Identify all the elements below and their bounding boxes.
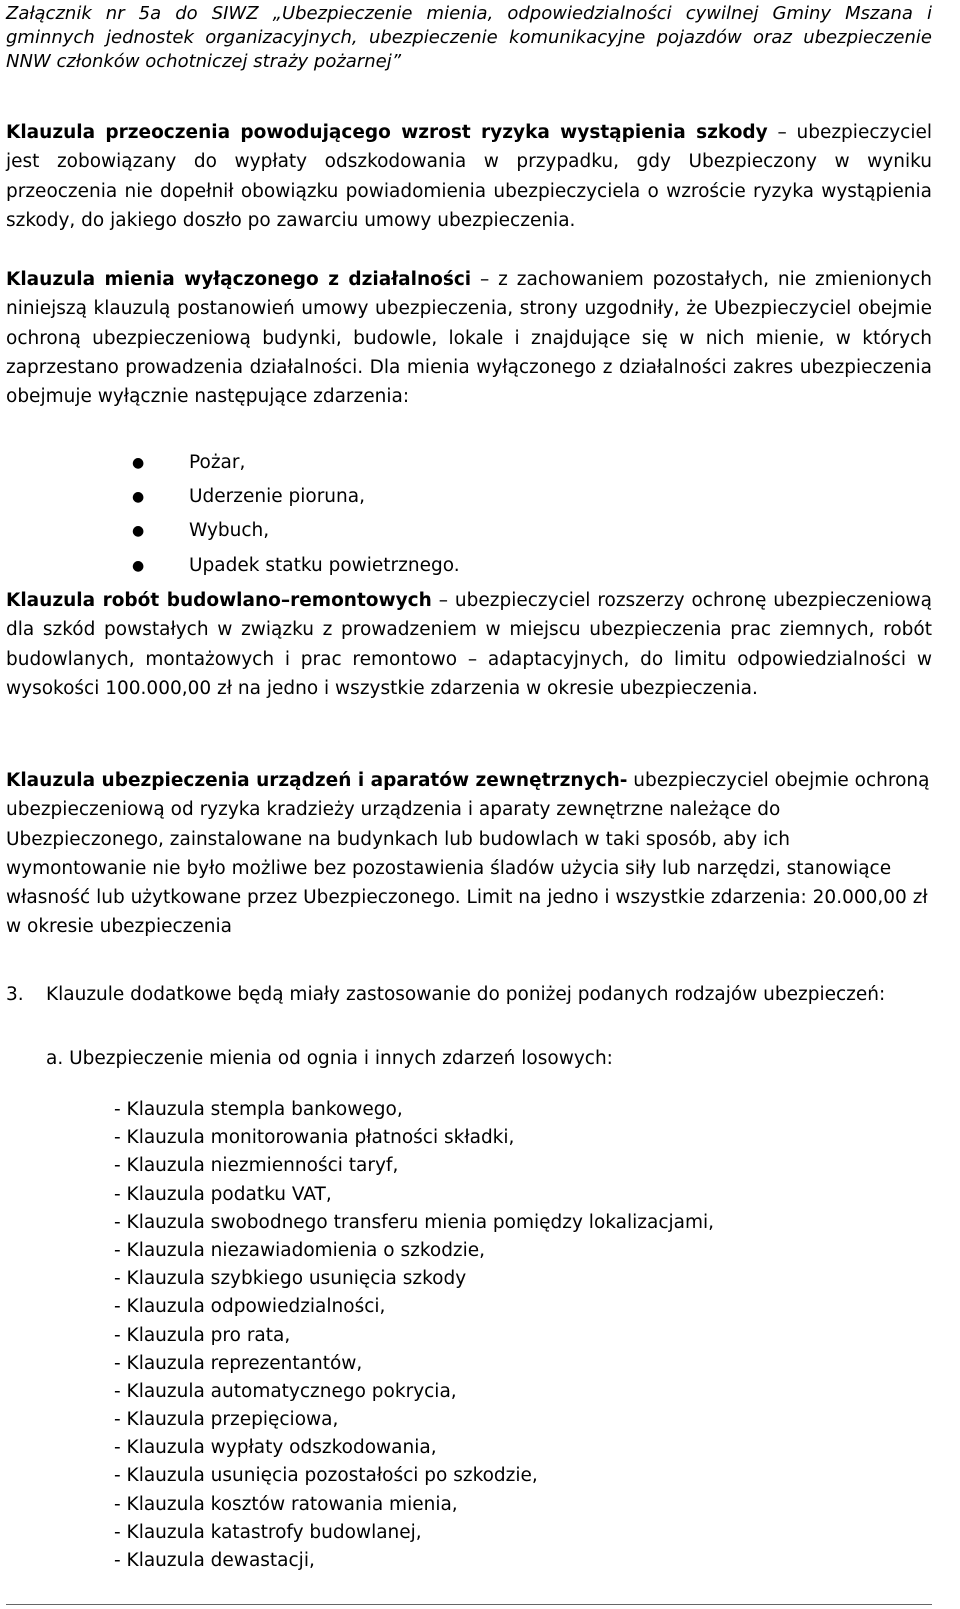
clause-external-devices-body: ubezpieczyciel obejmie ochroną ubezpieczeniową od ryzyka kradzieży urządzenia i aparaty zewnętrzne należące do Ubezpieczonego, zainstalowane na budynkach lub budowlach w taki sposób, aby ich wymontowanie nie było możliwe bez pozostawienia śladów użycia siły lub narzędzi, stanowiące własność lub użytkowane przez Ubezpieczonego. Limit na jedno i wszystkie zdarzenia: 20.000,00 zł w okresie ubezpieczenia — [6, 770, 930, 938]
clause-construction-works-body: – ubezpieczyciel rozszerzy ochronę ubezpieczeniową dla szkód powstałych w związku z prowadzeniem w miejscu ubezpieczenia prac ziemnych, robót budowlanych, montażowych i prac remontowo – adaptacyjnych, do limitu odpowiedzialności w wysokości 100.000,00 zł na jedno i wszystkie zdarzenia w okresie ubezpieczenia. — [6, 590, 933, 699]
list-item: - Klauzula wypłaty odszkodowania, — [114, 1437, 437, 1459]
section-number: 3. — [6, 984, 24, 1005]
list-item: - Klauzula niezawiadomienia o szkodzie, — [114, 1239, 486, 1261]
clause-excluded-property-body: – z zachowaniem pozostałych, nie zmienionych niniejszą klauzulą postanowień umowy ubezpieczenia, strony uzgodniły, że Ubezpieczyciel obejmie ochroną ubezpieczeniową budynki, budowle, lokale i znajdujące się w nich mienie, w których zaprzestano prowadzenia działalności. Dla mienia wyłączonego z działalności zakres ubezpieczenia obejmuje wyłącznie następujące zdarzenia: — [6, 269, 932, 408]
list-item: - Klauzula szybkiego usunięcia szkody — [114, 1268, 467, 1290]
attachment-header: Załącznik nr 5a do SIWZ „Ubezpieczenie mienia, odpowiedzialności cywilnej Gminy Mszana i gminnych jednostek organizacyjnych, ubezpieczenie komunikacyjne pojazdów oraz ubezpieczenie NNW członków ochotniczej straży pożarnej” — [6, 3, 932, 72]
bullet-icon: ● — [132, 558, 145, 574]
list-item: - Klauzula przepięciowa, — [114, 1409, 339, 1431]
list-item: - Klauzula reprezentantów, — [114, 1352, 363, 1374]
clause-external-devices — [6, 766, 932, 942]
additional-clauses-list — [114, 1096, 714, 1575]
list-item: - Klauzula katastrofy budowlanej, — [114, 1521, 422, 1543]
list-item: - Klauzula odpowiedzialności, — [114, 1296, 386, 1318]
list-item: - Klauzula pro rata, — [114, 1324, 291, 1346]
bullet-icon: ● — [132, 489, 145, 505]
clause-external-devices-title: Klauzula ubezpieczenia urządzeń i aparatów zewnętrznych- — [6, 770, 628, 791]
clause-construction-works — [6, 586, 932, 703]
list-item: - Klauzula kosztów ratowania mienia, — [114, 1493, 458, 1515]
clause-oversight-title: Klauzula przeoczenia powodującego wzrost ryzyka wystąpienia szkody — [6, 122, 768, 143]
page-bottom-divider — [6, 1604, 932, 1605]
subsection-a: a. Ubezpieczenie mienia od ognia i innych zdarzeń losowych: — [46, 1048, 613, 1069]
list-item: - Klauzula stempla bankowego, — [114, 1099, 403, 1120]
bullet-icon: ● — [132, 523, 145, 539]
clause-oversight-body: – ubezpieczyciel jest zobowiązany do wypłaty odszkodowania w przypadku, gdy Ubezpieczony w wyniku przeoczenia nie dopełnił obowiązku powiadomienia ubezpieczyciela o wzroście ryzyka wystąpienia szkody, do jakiego doszło po zawarciu umowy ubezpieczenia. — [6, 122, 932, 231]
bullet-icon: ● — [132, 455, 145, 471]
clause-excluded-property — [6, 265, 932, 411]
clause-excluded-property-title: Klauzula mienia wyłączonego z działalności — [6, 269, 472, 290]
clause-oversight — [6, 118, 932, 235]
list-item: - Klauzula niezmienności taryf, — [114, 1155, 399, 1177]
list-item: - Klauzula usunięcia pozostałości po szkodzie, — [114, 1465, 538, 1487]
section-text: Klauzule dodatkowe będą miały zastosowanie do poniżej podanych rodzajów ubezpieczeń: — [46, 984, 886, 1005]
list-item: - Klauzula podatku VAT, — [114, 1183, 332, 1205]
list-item: - Klauzula automatycznego pokrycia, — [114, 1380, 457, 1402]
clause-construction-works-title: Klauzula robót budowlano–remontowych — [6, 590, 432, 611]
list-item: - Klauzula swobodnego transferu mienia pomiędzy lokalizacjami, — [114, 1211, 715, 1233]
list-item: - Klauzula dewastacji, — [114, 1550, 315, 1571]
list-item: - Klauzula monitorowania płatności składki, — [114, 1127, 515, 1149]
